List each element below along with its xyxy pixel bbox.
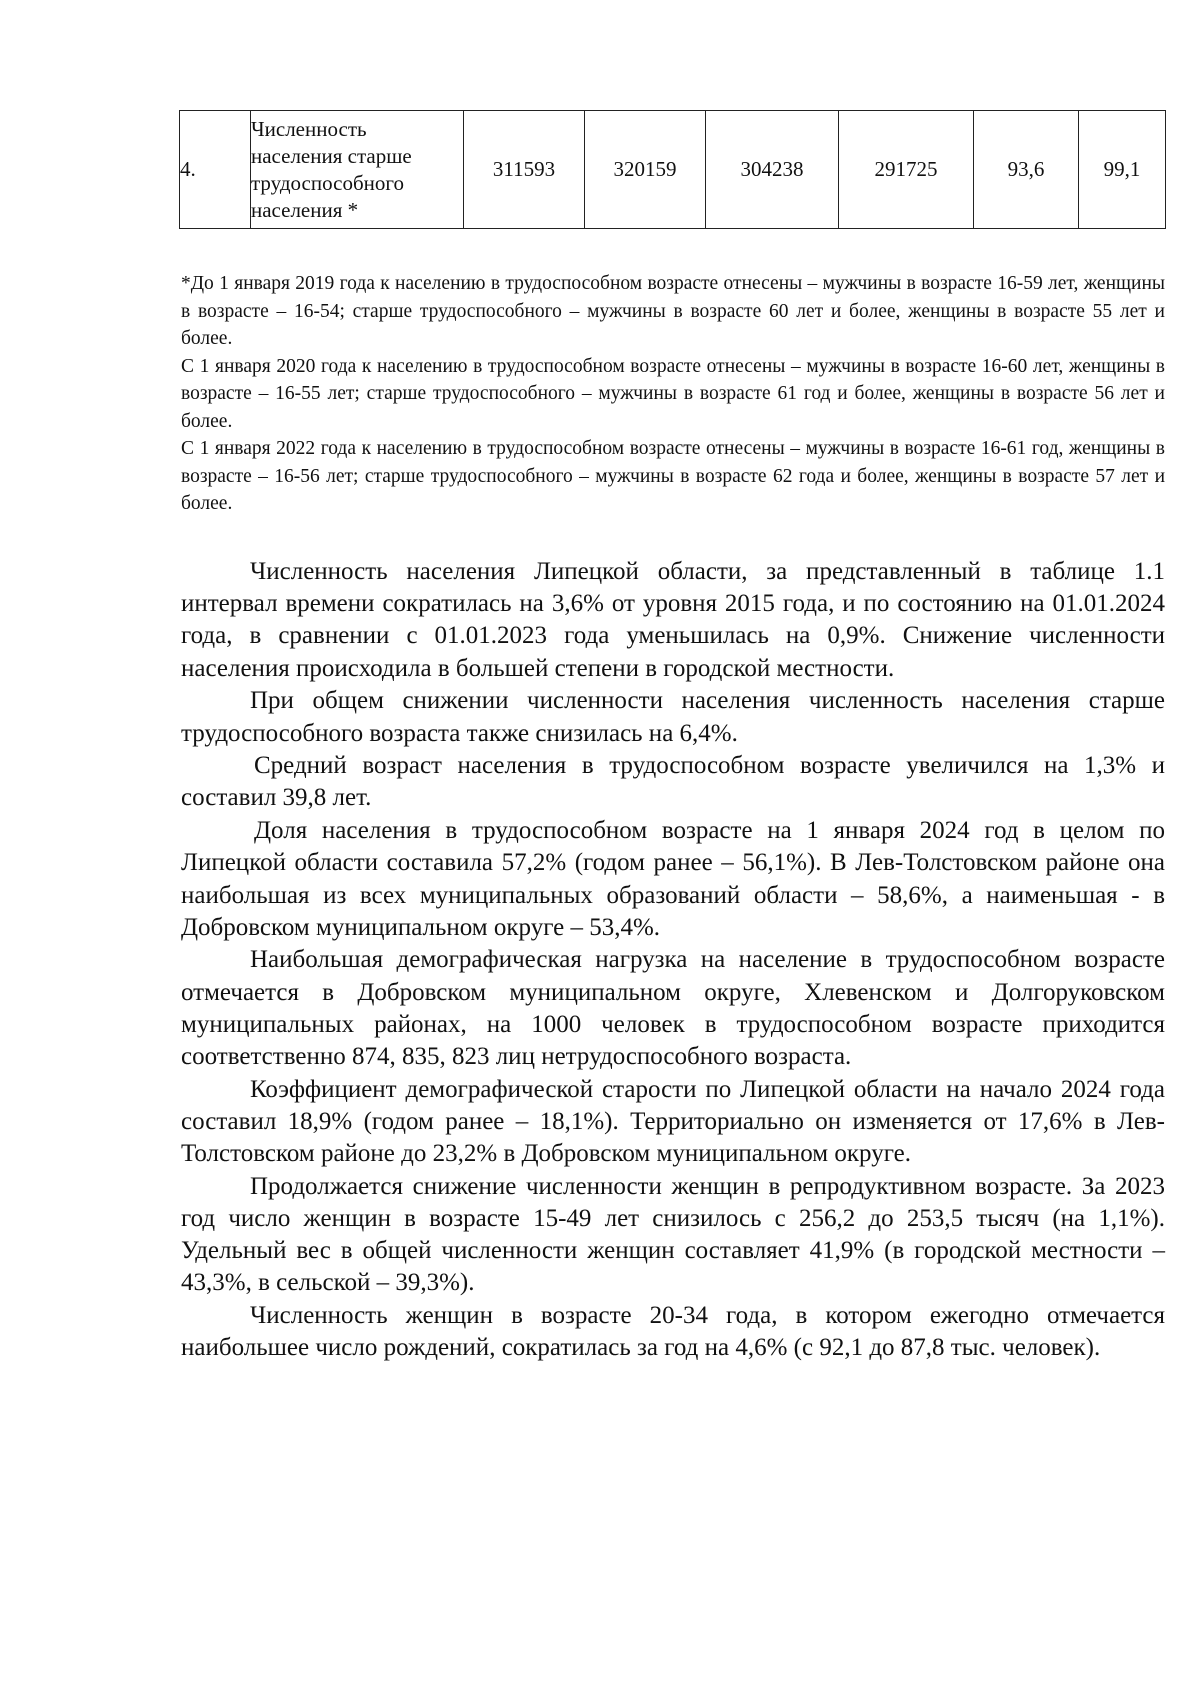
row-number: 4.: [180, 111, 251, 229]
paragraph: Продолжается снижение численности женщин в репродуктивном возрасте. За 2023 год число женщин в возрасте 15-49 лет снизилось с 256,2 до 253,5 тысяч (на 1,1%). Удельный вес в общей численности женщин составляет 41,9% (в городской местности – 43,3%, в сельской – 39,3%).: [181, 1172, 1165, 1297]
footnote-line: С 1 января 2020 года к населению в трудоспособном возрасте отнесены – мужчины в возрасте 16-60 лет, женщины в возрасте – 16-55 лет; старше трудоспособного – мужчины в возрасте 61 год и более, женщины в возрасте 56 лет и более.: [181, 355, 1165, 432]
table-cell: 311593: [464, 111, 585, 229]
paragraph: При общем снижении численности населения численность населения старше трудоспособного возраста также снизилась на 6,4%.: [181, 687, 1165, 747]
table-cell: 291725: [839, 111, 974, 229]
population-table: [179, 110, 1166, 229]
table-footnote: [181, 270, 1165, 518]
footnote-line: *До 1 января 2019 года к населению в трудоспособном возрасте отнесены – мужчины в возрасте 16-59 лет, женщины в возрасте – 16-54; старше трудоспособного – мужчины в возрасте 60 лет и более, женщины в возрасте 55 лет и более.: [181, 273, 1165, 349]
body-text: [181, 556, 1165, 1365]
footnote-line: С 1 января 2022 года к населению в трудоспособном возрасте отнесены – мужчины в возрасте 16-61 год, женщины в возрасте – 16-56 лет; старше трудоспособного – мужчины в возрасте 62 года и более, женщины в возрасте 57 лет и более.: [181, 438, 1165, 514]
table-cell: 320159: [585, 111, 706, 229]
paragraph: Численность женщин в возрасте 20-34 года, в котором ежегодно отмечается наибольшее число рождений, сократилась за год на 4,6% (с 92,1 до 87,8 тыс. человек).: [181, 1302, 1165, 1362]
table-cell: 99,1: [1079, 111, 1166, 229]
paragraph: Наибольшая демографическая нагрузка на население в трудоспособном возрасте отмечается в Добровском муниципальном округе, Хлевенском и Долгоруковском муниципальных районах, на 1000 человек в трудоспособном возрасте приходится соответственно 874, 835, 823 лиц нетрудоспособного возраста.: [181, 946, 1165, 1071]
paragraph: Численность населения Липецкой области, за представленный в таблице 1.1 интервал времени сократилась на 3,6% от уровня 2015 года, и по состоянию на 01.01.2024 года, в сравнении с 01.01.2023 года уменьшилась на 0,9%. Снижение численности населения происходила в большей степени в городской местности.: [181, 558, 1165, 682]
paragraph: Средний возраст населения в трудоспособном возрасте увеличился на 1,3% и составил 39,8 лет.: [181, 752, 1165, 812]
row-label: Численность населения старше трудоспособного населения *: [251, 111, 464, 229]
paragraph: Доля населения в трудоспособном возрасте на 1 января 2024 год в целом по Липецкой области составила 57,2% (годом ранее – 56,1%). В Лев-Толстовском районе она наибольшая из всех муниципальных образований области – 58,6%, а наименьшая - в Добровском муниципальном округе – 53,4%.: [181, 817, 1165, 941]
table-cell: 304238: [706, 111, 839, 229]
table-row: [180, 111, 1166, 229]
table-cell: 93,6: [974, 111, 1079, 229]
paragraph: Коэффициент демографической старости по Липецкой области на начало 2024 года составил 18,9% (годом ранее – 18,1%). Территориально он изменяется от 17,6% в Лев-Толстовском районе до 23,2% в Добровском муниципальном округе.: [181, 1075, 1165, 1168]
